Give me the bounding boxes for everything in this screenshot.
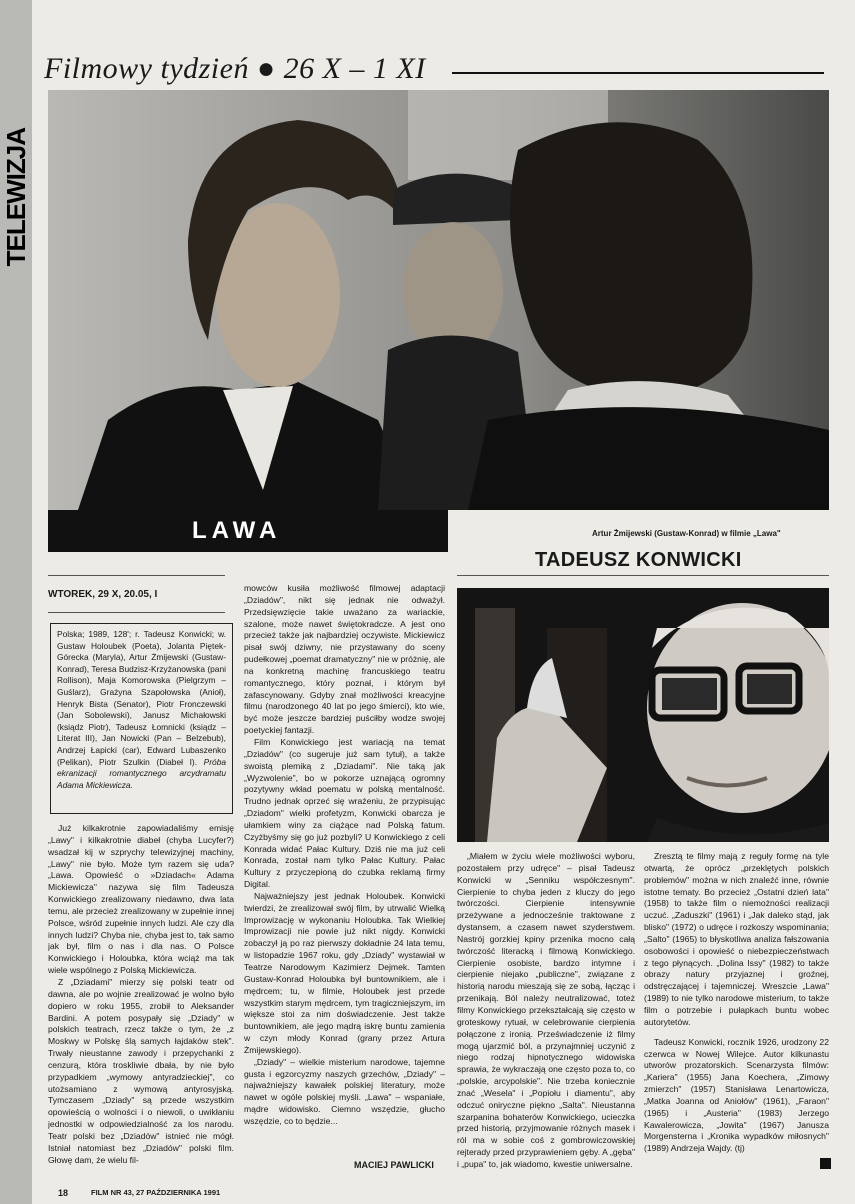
rule: [48, 575, 225, 576]
article-column-1: [48, 823, 234, 1179]
author-signature: MACIEJ PAWLICKI: [354, 1160, 434, 1170]
rule: [48, 612, 225, 613]
paragraph: „Dziady" – wielkie misterium narodowe, tajemne gusta i egzorcyzmy naszych grzechów, „Dziady" – najważniejszy kawałek polskiej literatury, może nawet w ogóle polskiej myśli. „Lawa" – wspaniałe, mądre widowisko. Ciemno wszędzie, głucho wszędzie, co to będzie...: [244, 1056, 445, 1126]
article-column-3: [457, 851, 635, 1178]
main-photo: [48, 90, 829, 510]
film-title-band: [48, 510, 448, 552]
portrait-scene: [457, 588, 829, 842]
page-number: 18: [58, 1188, 69, 1198]
section-label: TELEWIZJA: [1, 128, 31, 267]
paragraph: Tadeusz Konwicki, rocznik 1926, urodzony 22 czerwca w Nowej Wilejce. Autor kilkunastu utworów prozatorskich. Scenarzysta filmów: „Kariera" (1955) Jana Koechera, „Zimowy zmierzch" (1957) Stanisława Lenartowicza, „Matka Joanna od Aniołów" (1961), „Faraon" (1965) i „Austeria" (1983) Jerzego Kawalerowicza, „Jowita" (1967) Janusza Morgensterna i „Kronika wypadków miłosnych" (1989) Andrzeja Wajdy. (tj): [644, 1036, 829, 1154]
photo-caption: Artur Żmijewski (Gustaw-Konrad) w filmie „Lawa": [592, 529, 781, 538]
broadcast-time: WTOREK, 29 X, 20.05, I: [48, 589, 158, 600]
paragraph: Zresztą te filmy mają z reguły formę na tyle otwartą, że oprócz „przeklętych polskich problemów" można w nich znaleźć inne, równie istotne tematy. Bo przecież „Ostatni dzień lata" (1958) to także film o niemożności realizacji uczuć. „Zaduszki" (1961) i „Jak daleko stąd, jak blisko" (1972) o udręce i rozkoszy wspominania; „Salto" (1965) to błyskotliwa analiza fałszowania osobowości i opowieść o niebezpieczeństwach z tego płynących. „Dolina Issy" (1982) to także obrazy natury przyjaznej i groźnej, odstręczającej i tajemniczej. Wreszcie „Lawa" (1989) to nie tylko narodowe misterium, to także film o potrzebie i pułapkach buntu wobec autorytetów.: [644, 851, 829, 1027]
film-title: LAWA: [192, 517, 282, 544]
paragraph: Najważniejszy jest jednak Holoubek. Konwicki twierdzi, że zrealizował swój film, by utrwalić Wielką Improwizację w wykonaniu Holoubka. Tak Wielkiej Improwizacji nie powie już nikt nigdy. Konwicki zobaczył ją po raz pierwszy dokładnie 24 lata temu, w listopadzie 1967 roku, gdy „Dziady" wystawiał w Teatrze Narodowym Kazimierz Dejmek. Tamten Gustaw-Konrad Holoubka był buntownikiem, ale i mędrcem; tu, w filmie, Holoubek jest przede wszystkim starym mędrcem, tym tragiczniejszym, im większe stoi za nim doświadczenie. Jest także buntownikiem, ale jego mądrą iskrę buntu zamienia w czyn młody Konrad (grany przez Artura Żmijewskiego).: [244, 890, 445, 1055]
header-title: Filmowy tydzień ● 26 X – 1 XI: [44, 52, 426, 85]
issue-info: FILM NR 43, 27 PAŹDZIERNIKA 1991: [91, 1188, 221, 1197]
paragraph: Film Konwickiego jest wariacją na temat „Dziadów" (co sugeruje już sam tytuł), a także swoistą plemiką z „Dziadami". Nie taką jak „Wyzwolenie", bo w pokorze uznającą ogromny pozytywny wkład poematu w polską mentalność. Trudno jednak oprzeć się wrażeniu, że przypisując „Dziadom" wielki profetyzm, Konwicki obarcza je ułamkiem winy za ciążące nad Polską fatum. Czyżbyśmy się go już pozbyli? U Konwickiego z celi Konrada widać Pałac Kultury. Dziś nie ma już celi Konrada, został nam tylko Pałac Kultury. Pałac Kultury z przyczepioną do czubka reklamą firmy Digital.: [244, 736, 445, 890]
side-tab: [0, 0, 32, 1204]
author-heading: TADEUSZ KONWICKI: [535, 549, 742, 571]
end-mark: [820, 1158, 831, 1169]
paragraph: mowców kusiła możliwość filmowej adaptacji „Dziadów", nikt się jednak nie odważył. Przedsięwzięcie takie uważano za wariackie, szalone, może nawet świętokradcze. A jest ono przecież także jak najbardziej oczywiste. Mickiewicz pisał swój dziwny, nie przystawany do sceny pudełkowej „poemat dramatyczny" nie w próżnię, ale na konkretną machinę francuskiego teatru romantycznego, który poznał, i którym był zafascynowany. Gdyby znał możliwości kreacyjne filmu (narodzonego 40 lat po jego śmierci), kto wie, być może jeszcze bardziej puściłby wodze swojej poetyckiej fantazji.: [244, 583, 445, 736]
credits-tagline: Próba ekranizacji romantycznego arcydramatu Adama Mickiewicza.: [57, 756, 227, 790]
rule: [457, 575, 829, 576]
paragraph: Z „Dziadami" mierzy się polski teatr od dawna, ale po wojnie zrealizować je wolno było dopiero w roku 1955, zrobił to Aleksander Bardini. A potem posypały się „Dziady" w polskich teatrach, rzecz także o tym, że „z Moskwy w Polskę ślą samych łajdaków stek". Trwały nieustanne zawody i przepychanki z cenzurą, która troskliwie dbała, by nie było przypadkiem „wymowy antyradzieckiej", co utożsamiano z wymową antyrosyjską. Tymczasem „Dziady" są przede wszystkim opowieścią o wolności i o niewoli, o uwikłaniu jednostki w odpowiedzialność za los narodu. Teatr polski bez „Dziadów" istnieć nie mógł. Istniał natomiast bez „Dziadów" polski film. Głowę dam, że wielu fil-: [48, 976, 234, 1165]
paragraph: „Miałem w życiu wiele możliwości wyboru, pozostałem przy udręce" – pisał Tadeusz Konwicki w „Senniku współczesnym". Cierpienie to chyba jeden z kluczy do jego twórczości. Cierpienie intensywnie przeżywane a jednocześnie traktowane z dystansem, a czasem nawet szyderstwem. Nastrój gorzkiej kpiny przenika mocno całą twórczość literacką i filmową Konwickiego. Cierpienie osobiste, bardzo intymne i cierpienie niejako „publiczne", związane z historią narodu mieszają się ze sobą, łącząc i przenikają. Ból należy neutralizować, toteż filmy Konwickiego przekształcają się często w groteskowy rytuał, w celebrowanie cierpienia połączone z ironią. Przeświadczenie iż filmy mogą ujarzmić ból, a przynajmniej uczynić z niego rodzaj hipnotycznego widowiska sprawia, że wykraczają one często poza to, co „polskie, arcypolskie". Nie trzeba koniecznie znać „Wesela" i „Popiołu i diamentu", aby odczuć oniryczne piękno „Salta". Nieustanna szarpanina bohaterów Konwickiego, ucieczka przed historią, przyjmowanie różnych masek i ról ma w sobie coś z gombrowiczowskiej rejterady przed przyprawieniem gęby. A „gęba" i „pupa" to, jak wiadomo, kwestie uniwersalne.: [457, 851, 635, 1169]
header-rule: [452, 72, 824, 74]
credits-box: [50, 623, 233, 814]
main-photo-scene: [48, 90, 829, 510]
article-column-2: [244, 583, 445, 1178]
article-column-4: [644, 851, 829, 1178]
portrait-photo: [457, 588, 829, 842]
credits-text: Polska; 1989, 128'; r. Tadeusz Konwicki; w. Gustaw Holoubek (Poeta), Jolanta Piętek-Górecka (Maryla), Artur Żmijewski (Gustaw-Konrad), Teresa Budzisz-Krzyżanowska (pani Rollison), Maja Komorowska (Pielgrzym – Guślarz), Grażyna Szapołowska (Anioł), Henryk Bista (Senator), Piotr Fronczewski (Jan Sobolewski), Janusz Michałowski (ksiądz Piotr), Tadeusz Łomnicki (ksiądz – Literat III), Jan Nowicki (Pan – Belzebub), Andrzej Łapicki (car), Edward Lubaszenko (Pelikan), Piotr Szulkin (Diabeł I).: [57, 629, 226, 767]
paragraph: Już kilkakrotnie zapowiadaliśmy emisję „Lawy" i kilkakrotnie diabeł (chyba Lucyfer?) wsadzał kij w szprychy telewizyjnej machiny, „Lawy" nie było. Może tym razem się uda? „Lawa. Opowieść o »Dziadach« Adama Mickiewicza" nazywa się film Tadeusza Konwickiego zrealizowany niedawno, dwa lata temu, ale przecież zrealizowany w zupełnie innej Polsce, wśród zupełnie innych ludzi. Ale czy dla innych ludzi? Chyba nie, chyba jest to, tak samo jak był, film o nas i dla nas. O Polsce Konwickiego i Holoubka, która wciąż ma tak wiele wspólnego z Polską Mickiewicza.: [48, 823, 234, 976]
